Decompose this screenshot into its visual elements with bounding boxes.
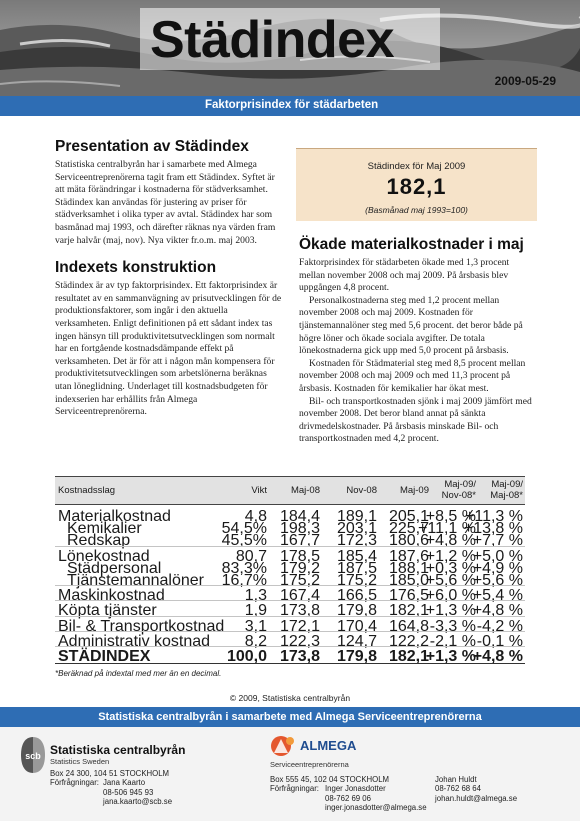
cell-change-maj: +5,6 % (472, 572, 523, 589)
cell-vikt: 45,5% (221, 532, 267, 550)
scb-phone: 08-506 945 93 (103, 787, 154, 797)
cell-maj08: 178,5 (279, 547, 320, 565)
table-row (55, 572, 525, 589)
paragraph: Kostnaden för Städmaterial steg med 8,5 procent mellan november 2008 och maj 2009 och med 11,3 procent på årsbasis. Kostnaden för kemikalier har ökat mest. (299, 357, 526, 394)
row-divider (55, 646, 525, 647)
cell-nov08: 175,2 (336, 572, 377, 589)
cell-nov08: 187,5 (336, 559, 377, 577)
section-construction-text (55, 280, 283, 419)
cell-change-maj: +7,7 % (472, 532, 523, 550)
cell-vikt: 3,1 (244, 617, 267, 635)
cell-maj08: 198,3 (279, 520, 320, 538)
index-highlight-box (296, 148, 537, 221)
cell-change-maj: +11,3 % (465, 508, 523, 525)
cell-maj09: 180,6 (388, 532, 429, 550)
publication-date: 2009-05-29 (494, 74, 556, 88)
row-divider (55, 546, 525, 547)
table-row (55, 559, 525, 577)
table-row (55, 648, 525, 665)
row-label: Kemikalier (67, 520, 142, 538)
almega-contact2-email[interactable]: johan.huldt@almega.se (435, 793, 518, 803)
cell-change-nov: +1,2 % (425, 547, 476, 565)
cell-maj09: 225,7 (388, 520, 429, 538)
cell-change-maj: -0,1 % (476, 632, 523, 650)
cell-maj08: 179,2 (279, 559, 320, 577)
cell-change-maj: +4,9 % (472, 559, 523, 577)
row-label: Tjänstemannalöner (67, 572, 204, 589)
scb-email[interactable]: jana.kaarto@scb.se (103, 797, 173, 807)
scb-contact-label: Förfrågningar: (50, 778, 99, 788)
header-line: Maj-09/ (444, 479, 476, 490)
almega-contact1-name: Inger Jonasdotter (325, 784, 386, 794)
row-divider (55, 631, 525, 632)
scb-contact-name: Jana Kaarto (103, 778, 146, 788)
section-material-title: Ökade materialkostnader i maj (299, 236, 524, 253)
table-row (55, 520, 525, 538)
scb-address-block (50, 769, 172, 807)
cell-vikt: 4,8 (244, 508, 267, 525)
cell-nov08: 166,5 (336, 587, 377, 605)
row-divider (55, 616, 525, 617)
cell-vikt: 80,7 (235, 547, 267, 565)
index-note: (Basmånad maj 1993=100) (365, 205, 468, 215)
col-header-kostnadsslag: Kostnadsslag (58, 485, 116, 496)
almega-contact2-phone: 08-762 68 64 (435, 784, 481, 794)
table-row (55, 632, 525, 650)
cell-nov08: 172,3 (336, 532, 377, 550)
table-row (55, 587, 525, 605)
cell-maj09: 182,1 (388, 602, 429, 620)
cell-change-nov: -2,1 % (429, 632, 476, 650)
cell-maj08: 184,4 (279, 508, 320, 525)
row-label: Bil- & Transportkostnad (58, 617, 225, 635)
left-column (55, 138, 283, 419)
almega-contact1-email[interactable]: inger.jonasdotter@almega.se (325, 803, 427, 813)
section-construction-title: Indexets konstruktion (55, 259, 217, 277)
cell-vikt: 100,0 (226, 648, 267, 665)
cell-maj09: 122,2 (388, 632, 429, 650)
row-label: Maskinkostnad (58, 587, 165, 605)
paragraph: Statistiska centralbyrån har i samarbete med Almega Serviceentreprenörerna tagit fram ett Städindex. Syftet är att mäta förändringar i kostnaderna för städverksamhet. Städindex kan användas för justering av priser för städverksamhet i olika typer av avtal. Städindex har som basmånad maj 1993, och därefter räknas nya värden fram varje halvår (maj, nov). Nya vikter fr.o.m. maj 2003. (55, 159, 276, 246)
cell-vikt: 8,2 (244, 632, 267, 650)
cell-nov08: 189,1 (336, 508, 377, 525)
row-divider (55, 585, 525, 586)
row-label: Lönekostnad (58, 547, 150, 565)
cell-change-nov: +0,3 % (425, 559, 476, 577)
table-header (55, 476, 525, 505)
cell-change-nov: +8,5 % (425, 508, 476, 525)
cell-vikt: 83,3% (221, 559, 267, 577)
cell-change-nov: +11,1 % (418, 520, 476, 538)
cell-vikt: 1,9 (244, 602, 267, 620)
cell-nov08: 179,8 (336, 648, 377, 665)
table-row (55, 602, 525, 620)
cell-maj08: 172,1 (279, 617, 320, 635)
header-line: Nov-08* (441, 490, 476, 501)
footer-bar-text: Statistiska centralbyrån i samarbete med Almega Serviceentreprenörerna (98, 711, 482, 723)
col-header-maj09-maj08 (490, 479, 523, 501)
header-line: Maj-09/ (491, 479, 523, 490)
row-label: Köpta tjänster (58, 602, 157, 620)
section-presentation-text (55, 159, 283, 247)
cell-maj09: 182,1 (388, 648, 429, 665)
cell-maj09: 164,8 (388, 617, 429, 635)
section-presentation-title: Presentation av Städindex (55, 138, 249, 155)
almega-subtitle: Serviceentreprenörerna (270, 760, 349, 769)
cell-maj09: 176,5 (388, 587, 429, 605)
cell-change-maj: +5,0 % (472, 547, 523, 565)
scb-logo-icon (20, 736, 46, 774)
index-label: Städindex för Maj 2009 (367, 161, 466, 172)
table-row (55, 617, 525, 635)
cell-change-maj: +4,8 % (472, 648, 523, 665)
cell-change-nov: +6,0 % (425, 587, 476, 605)
cell-nov08: 170,4 (336, 617, 377, 635)
row-divider (55, 600, 525, 601)
cell-vikt: 1,3 (244, 587, 267, 605)
cell-change-nov: +5,6 % (425, 572, 476, 589)
cell-nov08: 203,1 (336, 520, 377, 538)
paragraph: Bil- och transportkostnaden sjönk i maj 2009 jämfört med november 2008. Det beror bland annat på sänkta drivmedelskostnader. På årsbasis minskade Bil- och transportkostnaden med 4,2 procent. (299, 395, 532, 445)
almega-address: Box 555 45, 102 04 STOCKHOLM (270, 775, 390, 784)
col-header-maj09: Maj-09 (399, 485, 429, 496)
col-header-maj08: Maj-08 (290, 485, 320, 496)
scb-address: Box 24 300, 104 51 STOCKHOLM (50, 769, 170, 778)
almega-logo-icon (270, 735, 296, 757)
almega-contact-label: Förfrågningar: (270, 784, 319, 794)
cell-maj08: 167,4 (279, 587, 320, 605)
table-row (55, 532, 525, 550)
cell-change-nov: -3,3 % (429, 617, 476, 635)
almega-contact2-name: Johan Huldt (435, 775, 477, 785)
right-column (299, 236, 537, 446)
cell-maj08: 122,3 (279, 632, 320, 650)
row-label: STÄDINDEX (58, 648, 151, 665)
almega-contact1-phone: 08-762 69 06 (325, 793, 371, 803)
cell-maj09: 188,1 (388, 559, 429, 577)
paragraph: Faktorprisindex för städarbeten ökade med 1,3 procent mellan november 2008 och maj 2009. På årsbasis blev uppgången 4,8 procent. (299, 257, 510, 294)
cell-maj08: 167,7 (279, 532, 320, 550)
table-footnote: *Beräknad på indextal med mer än en decimal. (55, 669, 222, 678)
index-value: 182,1 (386, 174, 447, 199)
cell-maj08: 173,8 (279, 648, 320, 665)
cell-maj09: 205,1 (388, 508, 429, 525)
page-title: Städindex (150, 11, 394, 69)
almega-name: ALMEGA (300, 738, 357, 753)
row-label: Redskap (67, 532, 131, 550)
row-label: Administrativ kostnad (58, 632, 211, 650)
row-label: Städpersonal (67, 559, 162, 577)
section-material-text (299, 257, 537, 446)
scb-subtitle: Statistics Sweden (50, 757, 110, 766)
cell-vikt: 16,7% (221, 572, 267, 589)
cell-nov08: 185,4 (336, 547, 377, 565)
header-line: Maj-08* (490, 490, 523, 501)
scb-name: Statistiska centralbyrån (50, 743, 186, 757)
svg-text:scb: scb (25, 751, 41, 761)
copyright: © 2009, Statistiska centralbyrån (229, 693, 351, 703)
subtitle-bar (0, 96, 580, 116)
cell-maj09: 185,0 (388, 572, 429, 589)
row-label: Materialkostnad (58, 508, 171, 525)
table-row (55, 547, 525, 565)
subtitle: Faktorprisindex för städarbeten (205, 99, 379, 111)
footer-bar (0, 707, 580, 727)
almega-address-block (270, 775, 570, 813)
cell-change-maj: +5,4 % (472, 587, 523, 605)
table-bottom-rule (55, 663, 525, 664)
paragraph: Personalkostnaderna steg med 1,2 procent mellan november 2008 och maj 2009. Kostnaden för tjänstemannalöner steg med 5,6 procent. det beror både på högre löner och ökade sociala avgifter. De totala lönekostnaderna gick upp med 5,0 procent på årsbasis. (299, 294, 523, 357)
cell-change-nov: +1,3 % (425, 602, 476, 620)
cell-vikt: 54,5% (221, 520, 267, 538)
col-header-maj09-nov08 (442, 479, 476, 501)
cell-maj09: 187,6 (388, 547, 429, 565)
cell-change-maj: -4,2 % (476, 617, 523, 635)
col-header-nov08: Nov-08 (346, 485, 377, 496)
cell-change-nov: +4,8 % (425, 532, 476, 550)
cell-maj08: 175,2 (279, 572, 320, 589)
col-header-vikt: Vikt (251, 485, 267, 496)
cell-nov08: 179,8 (336, 602, 377, 620)
table-row (55, 508, 525, 525)
cell-change-maj: +13,8 % (463, 520, 523, 538)
cell-nov08: 124,7 (336, 632, 377, 650)
header-banner (0, 0, 580, 96)
cell-change-maj: +4,8 % (472, 602, 523, 620)
paragraph: Städindex är av typ faktorprisindex. Ett faktorprisindex är resultatet av en sammanvägning av prisutvecklingen för de produktionsfaktorer, som ingår i den aktuella verksamheten. Enligt definitionen på ett sådant index tas ingen hänsyn till produktivitetsutvecklingen som normalt har en fortgående kostnadsdämpande effekt på verksamheten. Det är för att i någon mån kompensera för produktivitetsutvecklingen som arbetslönerna beräknas utan löneglidning. Underlaget till kostnadsbudgeten för indexserien har erhållits från Almega Serviceentreprenörerna. (55, 280, 282, 418)
cell-maj08: 173,8 (279, 602, 320, 620)
cell-change-nov: +1,3 % (425, 648, 476, 665)
